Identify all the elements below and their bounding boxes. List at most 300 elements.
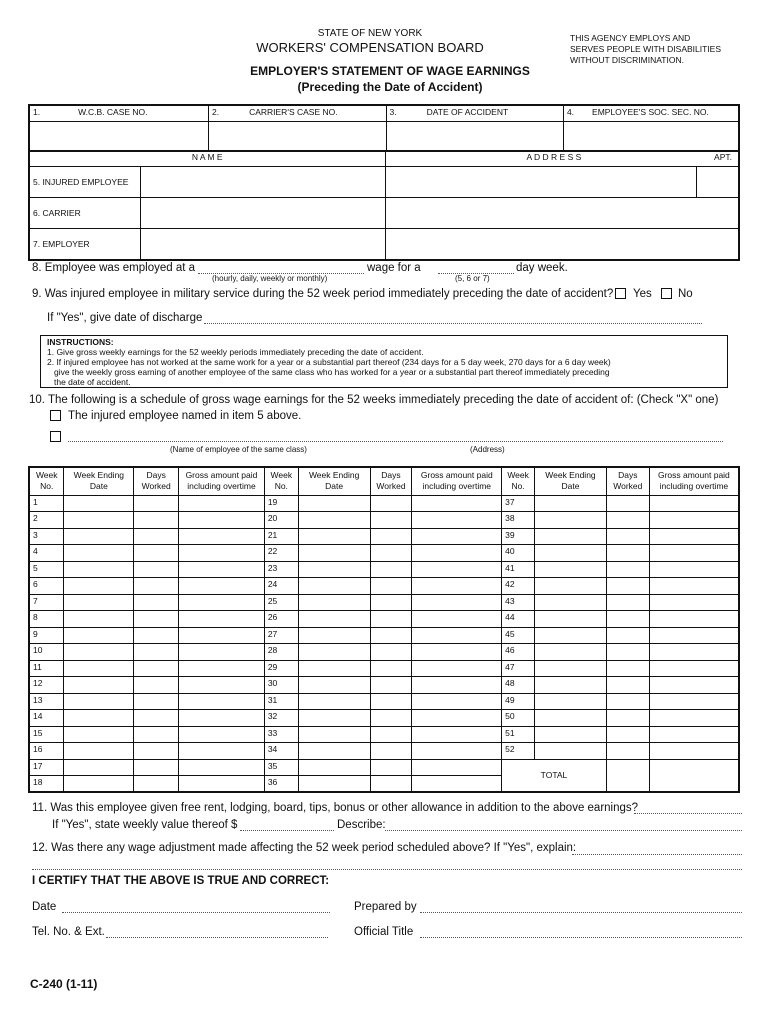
total-days-input[interactable] <box>606 759 649 792</box>
describe-input[interactable] <box>385 830 742 831</box>
week-number: 16 <box>29 743 64 760</box>
carrier-case-input[interactable] <box>208 121 386 151</box>
week-number: 36 <box>264 776 298 793</box>
week-ending-input[interactable] <box>64 693 134 710</box>
days-worked-input[interactable] <box>134 776 179 793</box>
prepared-by-label: Prepared by <box>354 901 417 913</box>
days-worked-input[interactable] <box>134 594 179 611</box>
gross-amount-input[interactable] <box>179 644 265 661</box>
gross-amount-input[interactable] <box>179 660 265 677</box>
gross-amount-input[interactable] <box>179 776 265 793</box>
days-worked-input[interactable] <box>370 495 412 512</box>
week-ending-input[interactable] <box>298 776 370 793</box>
days-worked-input[interactable] <box>370 677 412 694</box>
q9-no-label: No <box>678 288 693 300</box>
week-number: 50 <box>502 710 535 727</box>
gross-amount-input[interactable] <box>412 743 502 760</box>
apt-header: APT. <box>714 152 732 162</box>
days-worked-input[interactable] <box>134 644 179 661</box>
week-number: 32 <box>264 710 298 727</box>
days-worked-input[interactable] <box>134 495 179 512</box>
discharge-date-input[interactable] <box>204 323 702 324</box>
week-number: 39 <box>502 528 535 545</box>
gross-amount-input[interactable] <box>412 578 502 595</box>
gross-amount-input[interactable] <box>412 677 502 694</box>
week-number: 13 <box>29 693 64 710</box>
q9-text: 9. Was injured employee in military service during the 52 week period immediately preceding the date of accident? <box>32 288 614 300</box>
injured-employee-name-input[interactable] <box>140 167 385 198</box>
days-worked-input[interactable] <box>370 644 412 661</box>
days-worked-input[interactable] <box>606 627 649 644</box>
week-ending-input[interactable] <box>535 512 607 529</box>
gross-amount-input[interactable] <box>412 660 502 677</box>
days-worked-input[interactable] <box>134 611 179 628</box>
days-worked-input[interactable] <box>370 561 412 578</box>
accident-date-label: 3. DATE OF ACCIDENT <box>386 105 563 121</box>
table-row <box>29 627 739 644</box>
days-worked-input[interactable] <box>370 660 412 677</box>
week-ending-input[interactable] <box>298 743 370 760</box>
days-worked-input[interactable] <box>606 677 649 694</box>
gross-amount-input[interactable] <box>649 660 739 677</box>
gross-amount-input[interactable] <box>412 561 502 578</box>
table-row <box>29 644 739 661</box>
week-ending-input[interactable] <box>535 594 607 611</box>
days-worked-input[interactable] <box>370 578 412 595</box>
claim-info-table <box>28 104 740 152</box>
gross-amount-input[interactable] <box>649 726 739 743</box>
total-gross-input[interactable] <box>649 759 739 792</box>
gross-amount-input[interactable] <box>412 759 502 776</box>
gross-amount-input[interactable] <box>649 528 739 545</box>
days-worked-input[interactable] <box>606 726 649 743</box>
employer-name-input[interactable] <box>140 229 385 260</box>
days-worked-input[interactable] <box>370 693 412 710</box>
table-row <box>29 561 739 578</box>
days-worked-input[interactable] <box>370 726 412 743</box>
allowance-answer-input[interactable] <box>634 813 742 814</box>
week-ending-input[interactable] <box>64 776 134 793</box>
days-worked-input[interactable] <box>370 743 412 760</box>
days-worked-input[interactable] <box>370 627 412 644</box>
week-number: 31 <box>264 693 298 710</box>
week-number: 25 <box>264 594 298 611</box>
week-number: 3 <box>29 528 64 545</box>
week-number: 4 <box>29 545 64 562</box>
week-number: 49 <box>502 693 535 710</box>
q8-text-b: wage for a <box>367 262 421 274</box>
gross-amount-input[interactable] <box>649 561 739 578</box>
week-ending-input[interactable] <box>535 743 607 760</box>
days-worked-input[interactable] <box>606 660 649 677</box>
schedule-header: Days Worked <box>134 467 179 495</box>
gross-amount-input[interactable] <box>649 611 739 628</box>
week-number: 2 <box>29 512 64 529</box>
carrier-label: 6. CARRIER <box>29 198 140 229</box>
tel-input[interactable] <box>106 937 328 938</box>
form-subtitle: (Preceding the Date of Accident) <box>297 80 483 94</box>
week-ending-input[interactable] <box>535 611 607 628</box>
week-number: 23 <box>264 561 298 578</box>
days-worked-input[interactable] <box>606 495 649 512</box>
gross-amount-input[interactable] <box>412 495 502 512</box>
week-number: 8 <box>29 611 64 628</box>
carrier-case-label: 2. CARRIER'S CASE NO. <box>208 105 386 121</box>
adjustment-explain-line-2[interactable] <box>32 869 742 870</box>
week-number: 18 <box>29 776 64 793</box>
week-number: 11 <box>29 660 64 677</box>
q9-yes-label: Yes <box>633 288 652 300</box>
gross-amount-input[interactable] <box>179 561 265 578</box>
gross-amount-input[interactable] <box>412 627 502 644</box>
week-ending-input[interactable] <box>535 578 607 595</box>
table-row <box>29 578 739 595</box>
weekly-value-label: If "Yes", state weekly value thereof $ <box>52 819 238 831</box>
gross-amount-input[interactable] <box>179 545 265 562</box>
week-ending-input[interactable] <box>535 660 607 677</box>
table-row <box>29 677 739 694</box>
gross-amount-input[interactable] <box>412 776 502 793</box>
gross-amount-input[interactable] <box>649 710 739 727</box>
week-ending-input[interactable] <box>298 644 370 661</box>
state-heading: STATE OF NEW YORK <box>317 28 423 39</box>
days-worked-input[interactable] <box>370 759 412 776</box>
injured-employee-label: 5. INJURED EMPLOYEE <box>29 167 140 198</box>
address-header: A D D R E S S APT. <box>385 151 739 167</box>
week-ending-input[interactable] <box>64 512 134 529</box>
week-ending-input[interactable] <box>64 759 134 776</box>
gross-amount-input[interactable] <box>649 693 739 710</box>
q8-text-a: 8. Employee was employed at a <box>32 262 196 274</box>
days-worked-input[interactable] <box>134 561 179 578</box>
week-number: 7 <box>29 594 64 611</box>
days-worked-input[interactable] <box>134 545 179 562</box>
days-worked-input[interactable] <box>606 561 649 578</box>
q12-text: 12. Was there any wage adjustment made affecting the 52 week period scheduled above? If "Yes", explain: <box>32 842 577 854</box>
week-number: 15 <box>29 726 64 743</box>
week-ending-input[interactable] <box>298 495 370 512</box>
week-number: 5 <box>29 561 64 578</box>
q10-hint-name: (Name of employee of the same class) <box>170 445 307 454</box>
week-ending-input[interactable] <box>298 677 370 694</box>
gross-amount-input[interactable] <box>649 743 739 760</box>
table-row <box>29 693 739 710</box>
board-heading: WORKERS' COMPENSATION BOARD <box>256 40 484 55</box>
gross-amount-input[interactable] <box>179 495 265 512</box>
gross-amount-input[interactable] <box>649 644 739 661</box>
days-worked-input[interactable] <box>134 693 179 710</box>
days-worked-input[interactable] <box>134 512 179 529</box>
schedule-header: Week No. <box>264 467 298 495</box>
week-number: 43 <box>502 594 535 611</box>
week-ending-input[interactable] <box>298 512 370 529</box>
injured-employee-address-input[interactable] <box>385 167 696 198</box>
schedule-header: Week Ending Date <box>64 467 134 495</box>
gross-amount-input[interactable] <box>179 611 265 628</box>
week-number: 12 <box>29 677 64 694</box>
week-number: 10 <box>29 644 64 661</box>
week-ending-input[interactable] <box>535 726 607 743</box>
weekly-value-input[interactable] <box>240 830 334 831</box>
week-ending-input[interactable] <box>298 627 370 644</box>
week-number: 22 <box>264 545 298 562</box>
table-row <box>29 710 739 727</box>
week-ending-input[interactable] <box>298 528 370 545</box>
days-worked-input[interactable] <box>370 710 412 727</box>
week-ending-input[interactable] <box>64 644 134 661</box>
certify-statement: I CERTIFY THAT THE ABOVE IS TRUE AND CORRECT: <box>32 875 330 887</box>
gross-amount-input[interactable] <box>179 726 265 743</box>
days-worked-input[interactable] <box>134 578 179 595</box>
days-worked-input[interactable] <box>606 710 649 727</box>
notice-line: THIS AGENCY EMPLOYS AND <box>570 33 691 43</box>
week-number: 34 <box>264 743 298 760</box>
days-worked-input[interactable] <box>606 594 649 611</box>
q10-option-1: The injured employee named in item 5 above. <box>68 410 302 422</box>
week-number: 17 <box>29 759 64 776</box>
days-worked-input[interactable] <box>606 644 649 661</box>
days-worked-input[interactable] <box>606 693 649 710</box>
describe-label: Describe: <box>337 819 386 831</box>
gross-amount-input[interactable] <box>649 545 739 562</box>
week-number: 21 <box>264 528 298 545</box>
week-number: 28 <box>264 644 298 661</box>
gross-amount-input[interactable] <box>179 693 265 710</box>
week-ending-input[interactable] <box>64 528 134 545</box>
week-number: 29 <box>264 660 298 677</box>
week-ending-input[interactable] <box>298 578 370 595</box>
employer-address-input[interactable] <box>385 229 739 260</box>
gross-amount-input[interactable] <box>649 512 739 529</box>
days-worked-input[interactable] <box>370 776 412 793</box>
notice-line: WITHOUT DISCRIMINATION. <box>570 55 684 65</box>
gross-amount-input[interactable] <box>412 594 502 611</box>
days-worked-input[interactable] <box>370 512 412 529</box>
days-worked-input[interactable] <box>606 545 649 562</box>
week-ending-input[interactable] <box>64 743 134 760</box>
week-number: 51 <box>502 726 535 743</box>
gross-amount-input[interactable] <box>412 726 502 743</box>
week-ending-input[interactable] <box>535 627 607 644</box>
ssn-input[interactable] <box>563 121 739 151</box>
days-worked-input[interactable] <box>134 528 179 545</box>
week-number: 45 <box>502 627 535 644</box>
week-number: 41 <box>502 561 535 578</box>
table-row <box>29 594 739 611</box>
gross-amount-input[interactable] <box>412 512 502 529</box>
week-ending-input[interactable] <box>298 660 370 677</box>
form-id: C-240 (1-11) <box>30 977 98 991</box>
q10-hint-address: (Address) <box>470 445 505 454</box>
week-ending-input[interactable] <box>64 660 134 677</box>
adjustment-explain-input[interactable] <box>572 854 742 855</box>
tel-label: Tel. No. & Ext. <box>32 926 105 938</box>
gross-amount-input[interactable] <box>412 710 502 727</box>
week-number: 20 <box>264 512 298 529</box>
week-number: 6 <box>29 578 64 595</box>
total-label: TOTAL <box>502 759 607 792</box>
week-number: 33 <box>264 726 298 743</box>
carrier-address-input[interactable] <box>385 198 739 229</box>
ssn-label: 4. EMPLOYEE'S SOC. SEC. NO. <box>563 105 739 121</box>
table-row <box>29 512 739 529</box>
agency-notice <box>570 33 721 66</box>
week-ending-input[interactable] <box>64 561 134 578</box>
week-ending-input[interactable] <box>298 611 370 628</box>
week-ending-input[interactable] <box>64 611 134 628</box>
name-header: N A M E <box>29 151 385 167</box>
week-ending-input[interactable] <box>298 726 370 743</box>
gross-amount-input[interactable] <box>649 578 739 595</box>
week-ending-input[interactable] <box>64 578 134 595</box>
schedule-header: Week No. <box>29 467 64 495</box>
gross-amount-input[interactable] <box>649 677 739 694</box>
week-number: 19 <box>264 495 298 512</box>
injured-employee-checkbox[interactable] <box>50 410 61 421</box>
table-row <box>29 611 739 628</box>
q9-yes-checkbox[interactable] <box>615 288 626 299</box>
days-worked-input[interactable] <box>134 759 179 776</box>
accident-date-input[interactable] <box>386 121 563 151</box>
wcb-case-label: 1. W.C.B. CASE NO. <box>29 105 208 121</box>
week-number: 27 <box>264 627 298 644</box>
days-worked-input[interactable] <box>134 726 179 743</box>
instruction-2-cont: give the weekly gross earning of another employee of the same class who has worked for a year or a substantial part thereof immediately preceding <box>54 367 610 377</box>
q9-no-checkbox[interactable] <box>661 288 672 299</box>
q8-hint-days: (5, 6 or 7) <box>455 274 490 283</box>
prepared-by-input[interactable] <box>420 912 742 913</box>
gross-amount-input[interactable] <box>649 627 739 644</box>
week-ending-input[interactable] <box>535 545 607 562</box>
week-ending-input[interactable] <box>535 710 607 727</box>
week-ending-input[interactable] <box>298 759 370 776</box>
discharge-label: If "Yes", give date of discharge <box>47 312 203 324</box>
gross-amount-input[interactable] <box>179 627 265 644</box>
week-number: 47 <box>502 660 535 677</box>
week-ending-input[interactable] <box>64 677 134 694</box>
schedule-header: Days Worked <box>606 467 649 495</box>
days-worked-input[interactable] <box>134 710 179 727</box>
days-worked-input[interactable] <box>370 594 412 611</box>
instructions-box <box>40 335 728 388</box>
days-worked-input[interactable] <box>606 743 649 760</box>
days-worked-input[interactable] <box>606 578 649 595</box>
gross-amount-input[interactable] <box>179 528 265 545</box>
week-number: 44 <box>502 611 535 628</box>
carrier-name-input[interactable] <box>140 198 385 229</box>
table-row <box>29 495 739 512</box>
other-employee-checkbox[interactable] <box>50 431 61 442</box>
gross-amount-input[interactable] <box>179 594 265 611</box>
week-ending-input[interactable] <box>64 627 134 644</box>
days-worked-input[interactable] <box>134 677 179 694</box>
wcb-case-input[interactable] <box>29 121 208 151</box>
week-number: 35 <box>264 759 298 776</box>
gross-amount-input[interactable] <box>649 495 739 512</box>
instruction-2: 2. If injured employee has not worked at the same work for a year or a substantial part thereof (234 days for a 5 day week, 270 days for a 6 day week) <box>47 357 611 367</box>
week-ending-input[interactable] <box>64 495 134 512</box>
schedule-header: Gross amount paid including overtime <box>649 467 739 495</box>
table-row <box>29 759 739 776</box>
week-ending-input[interactable] <box>535 644 607 661</box>
gross-amount-input[interactable] <box>179 677 265 694</box>
days-worked-input[interactable] <box>134 627 179 644</box>
week-number: 9 <box>29 627 64 644</box>
week-number: 46 <box>502 644 535 661</box>
days-worked-input[interactable] <box>370 611 412 628</box>
week-number: 24 <box>264 578 298 595</box>
table-row <box>29 528 739 545</box>
gross-amount-input[interactable] <box>179 512 265 529</box>
schedule-header: Days Worked <box>370 467 412 495</box>
other-employee-input[interactable] <box>68 441 723 442</box>
q11-text: 11. Was this employee given free rent, lodging, board, tips, bonus or other allowance in addition to the above earnings? <box>32 802 639 814</box>
week-ending-input[interactable] <box>64 594 134 611</box>
q8-text-c: day week. <box>516 262 568 274</box>
gross-amount-input[interactable] <box>412 611 502 628</box>
week-ending-input[interactable] <box>64 545 134 562</box>
week-ending-input[interactable] <box>535 528 607 545</box>
week-ending-input[interactable] <box>535 693 607 710</box>
days-worked-input[interactable] <box>134 743 179 760</box>
table-row <box>29 743 739 760</box>
gross-amount-input[interactable] <box>412 644 502 661</box>
days-worked-input[interactable] <box>134 660 179 677</box>
week-ending-input[interactable] <box>64 726 134 743</box>
instructions-title: INSTRUCTIONS: <box>47 337 114 347</box>
week-ending-input[interactable] <box>298 710 370 727</box>
gross-amount-input[interactable] <box>179 759 265 776</box>
week-ending-input[interactable] <box>535 495 607 512</box>
days-worked-input[interactable] <box>370 545 412 562</box>
wage-schedule-table <box>28 466 740 793</box>
week-ending-input[interactable] <box>298 594 370 611</box>
gross-amount-input[interactable] <box>179 743 265 760</box>
gross-amount-input[interactable] <box>412 693 502 710</box>
week-ending-input[interactable] <box>535 677 607 694</box>
week-number: 37 <box>502 495 535 512</box>
apt-input[interactable] <box>696 167 739 198</box>
gross-amount-input[interactable] <box>179 710 265 727</box>
week-ending-input[interactable] <box>298 561 370 578</box>
week-ending-input[interactable] <box>535 561 607 578</box>
week-ending-input[interactable] <box>298 693 370 710</box>
schedule-header: Week No. <box>502 467 535 495</box>
days-worked-input[interactable] <box>370 528 412 545</box>
gross-amount-input[interactable] <box>412 545 502 562</box>
parties-table <box>28 150 740 261</box>
week-number: 26 <box>264 611 298 628</box>
week-number: 42 <box>502 578 535 595</box>
official-title-label: Official Title <box>354 926 414 938</box>
q10-text: 10. The following is a schedule of gross wage earnings for the 52 weeks immediately preceding the date of accident of: (Check "X" one) <box>29 394 719 406</box>
date-label: Date <box>32 901 57 913</box>
table-row <box>29 726 739 743</box>
table-row <box>29 660 739 677</box>
week-ending-input[interactable] <box>64 710 134 727</box>
days-worked-input[interactable] <box>606 512 649 529</box>
gross-amount-input[interactable] <box>412 528 502 545</box>
official-title-input[interactable] <box>420 937 742 938</box>
date-input[interactable] <box>62 912 330 913</box>
week-ending-input[interactable] <box>298 545 370 562</box>
gross-amount-input[interactable] <box>649 594 739 611</box>
days-worked-input[interactable] <box>606 528 649 545</box>
notice-line: SERVES PEOPLE WITH DISABILITIES <box>570 44 721 54</box>
days-worked-input[interactable] <box>606 611 649 628</box>
week-number: 30 <box>264 677 298 694</box>
gross-amount-input[interactable] <box>179 578 265 595</box>
